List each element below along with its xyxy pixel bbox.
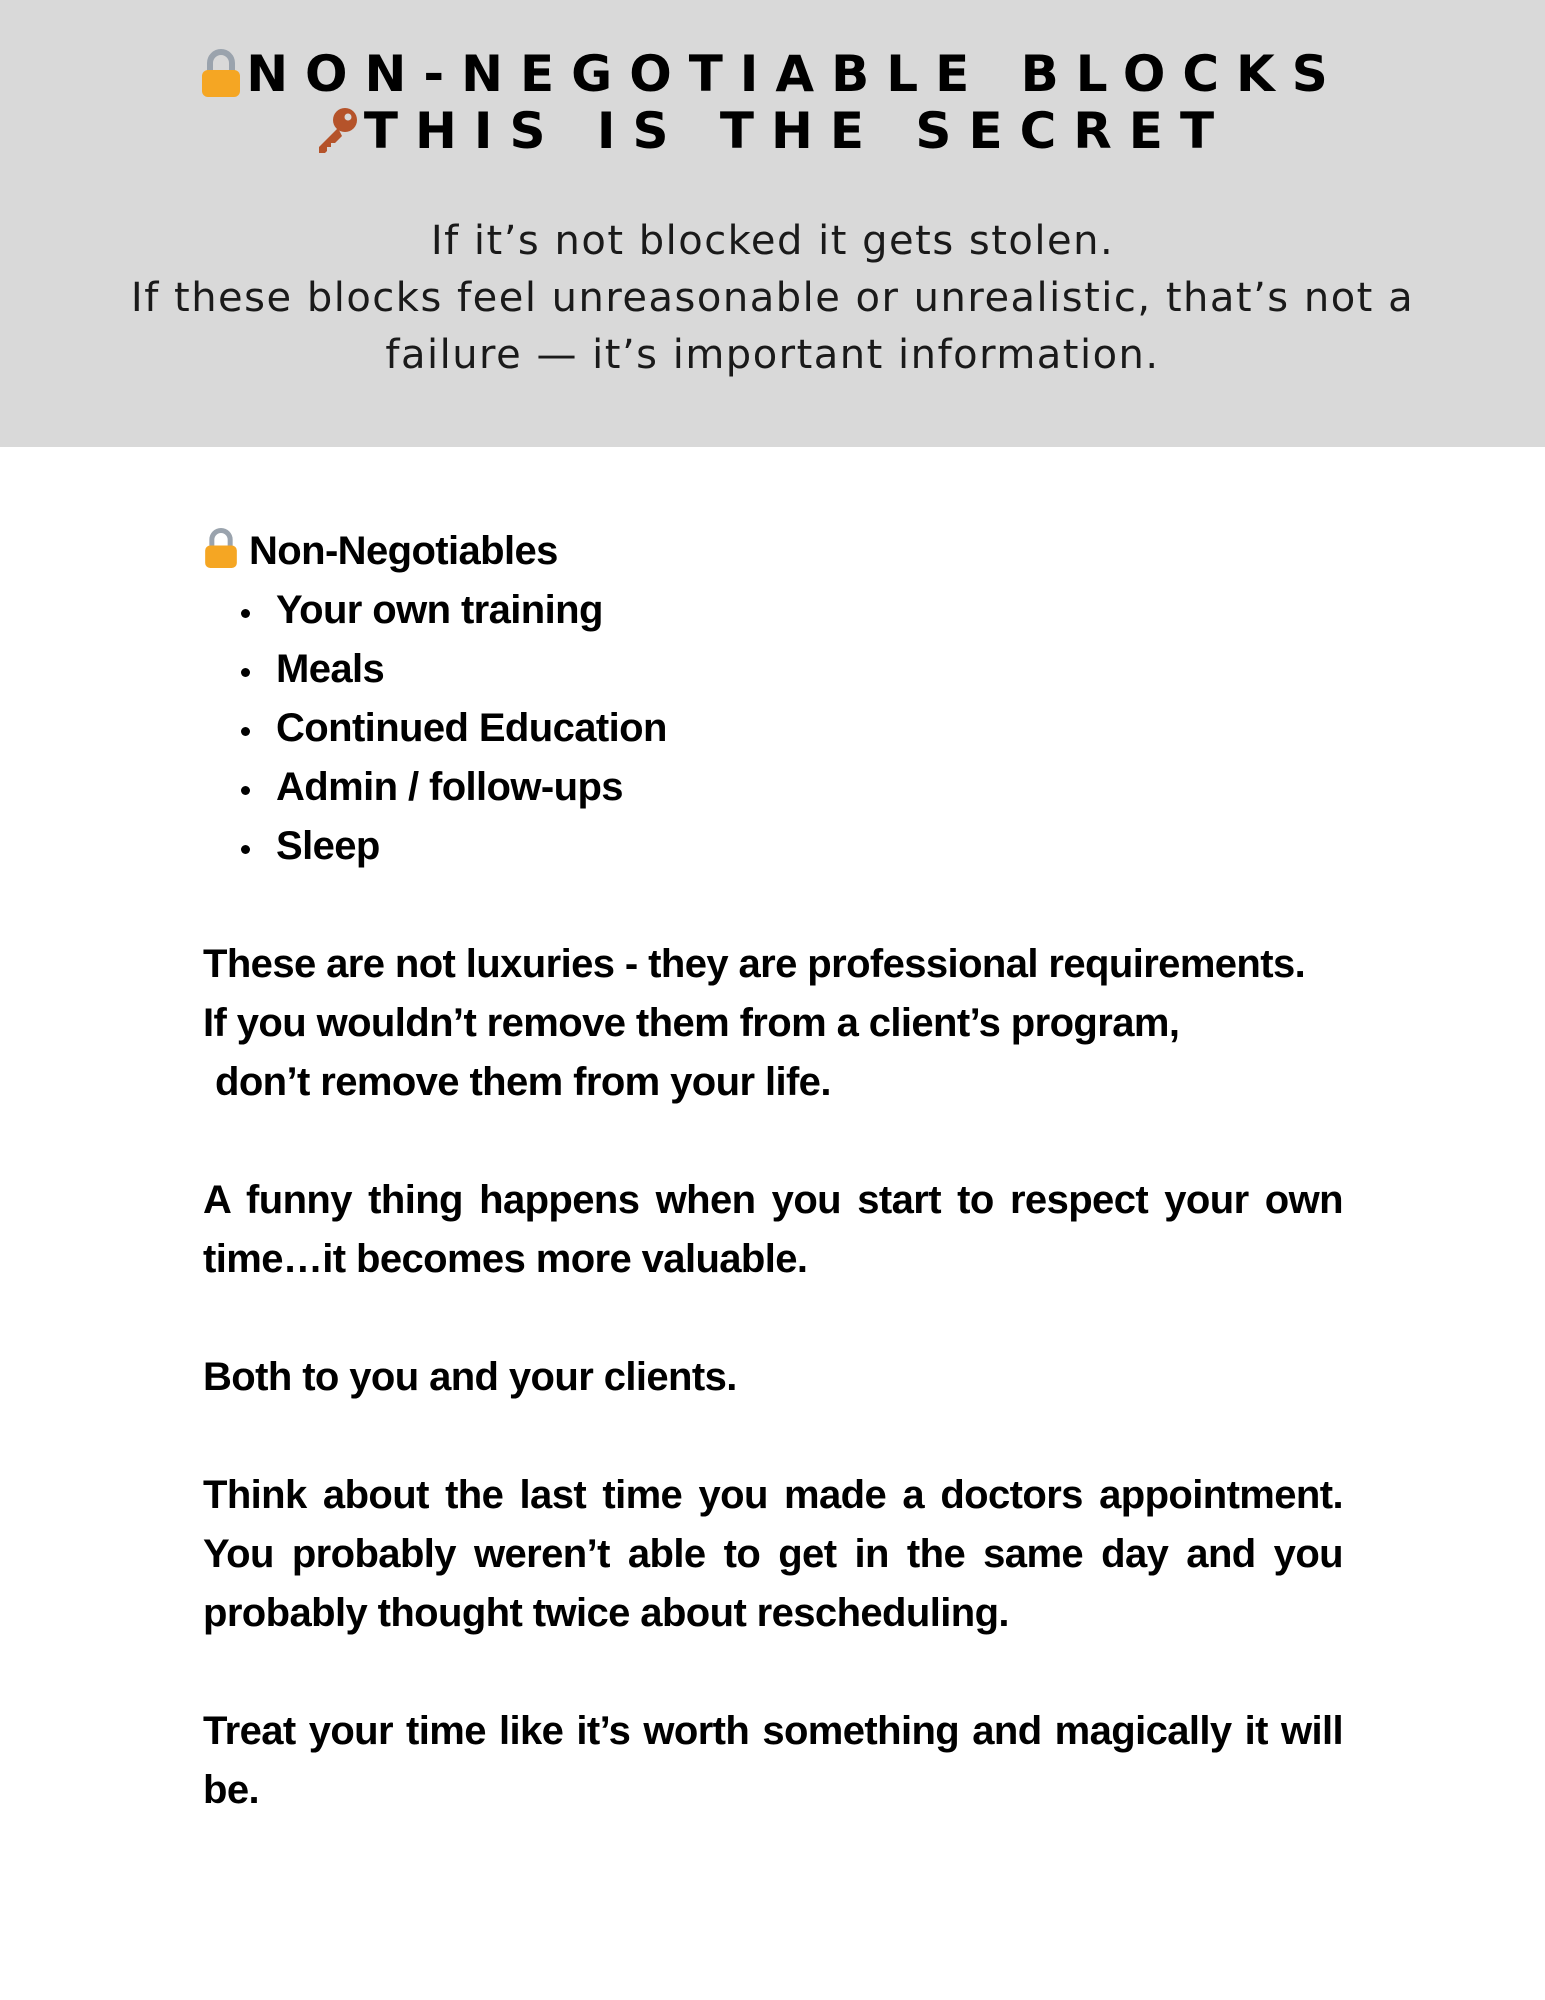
paragraph-requirements: [203, 935, 1343, 1112]
non-negotiables-heading-text: Non-Negotiables: [249, 529, 558, 573]
paragraph-line: time…it becomes more valuable.: [203, 1237, 808, 1281]
page-title-line-2: [0, 101, 1545, 161]
paragraph-doctor: [203, 1466, 1343, 1643]
paragraph-line: These are not luxuries - they are professional requirements.: [203, 942, 1306, 986]
paragraph-line: If you wouldn’t remove them from a client’s program,: [203, 1001, 1180, 1045]
paragraph-line: A funny thing happens when you start to respect your own: [203, 1178, 1343, 1222]
list-item: Your own training: [203, 581, 1343, 640]
paragraph-both: [203, 1348, 1343, 1407]
non-negotiables-list: [203, 581, 1343, 876]
paragraph-treat-time: [203, 1702, 1343, 1820]
paragraph-respect-time: [203, 1171, 1343, 1289]
list-item: Sleep: [203, 817, 1343, 876]
subtitle-line-3: failure — it’s important information.: [385, 332, 1160, 378]
list-item: Continued Education: [203, 699, 1343, 758]
page-title-line-1: [0, 44, 1545, 104]
title-text-1: NON-NEGOTIABLE BLOCKS: [246, 45, 1345, 103]
subtitle-line-2: If these blocks feel unreasonable or unrealistic, that’s not a: [130, 275, 1415, 321]
paragraph-line: Think about the last time you made a doctors appointment.: [203, 1473, 1343, 1517]
paragraph-line: be.: [203, 1768, 259, 1812]
subtitle-line-1: If it’s not blocked it gets stolen.: [430, 218, 1115, 264]
list-item: Meals: [203, 640, 1343, 699]
paragraph-line: Treat your time like it’s worth something and magically it will: [203, 1709, 1343, 1753]
lock-icon: [200, 49, 242, 97]
key-icon: [314, 106, 360, 154]
paragraph-line: probably thought twice about rescheduling.: [203, 1591, 1009, 1635]
lock-icon: [203, 528, 239, 568]
list-item: Admin / follow-ups: [203, 758, 1343, 817]
paragraph-line: You probably weren’t able to get in the same day and you: [203, 1532, 1343, 1576]
paragraph-line: Both to you and your clients.: [203, 1355, 737, 1399]
paragraph-line: don’t remove them from your life.: [215, 1060, 831, 1104]
non-negotiables-heading: [203, 522, 1343, 581]
title-text-2: THIS IS THE SECRET: [363, 102, 1232, 160]
main-content: [203, 522, 1343, 1820]
